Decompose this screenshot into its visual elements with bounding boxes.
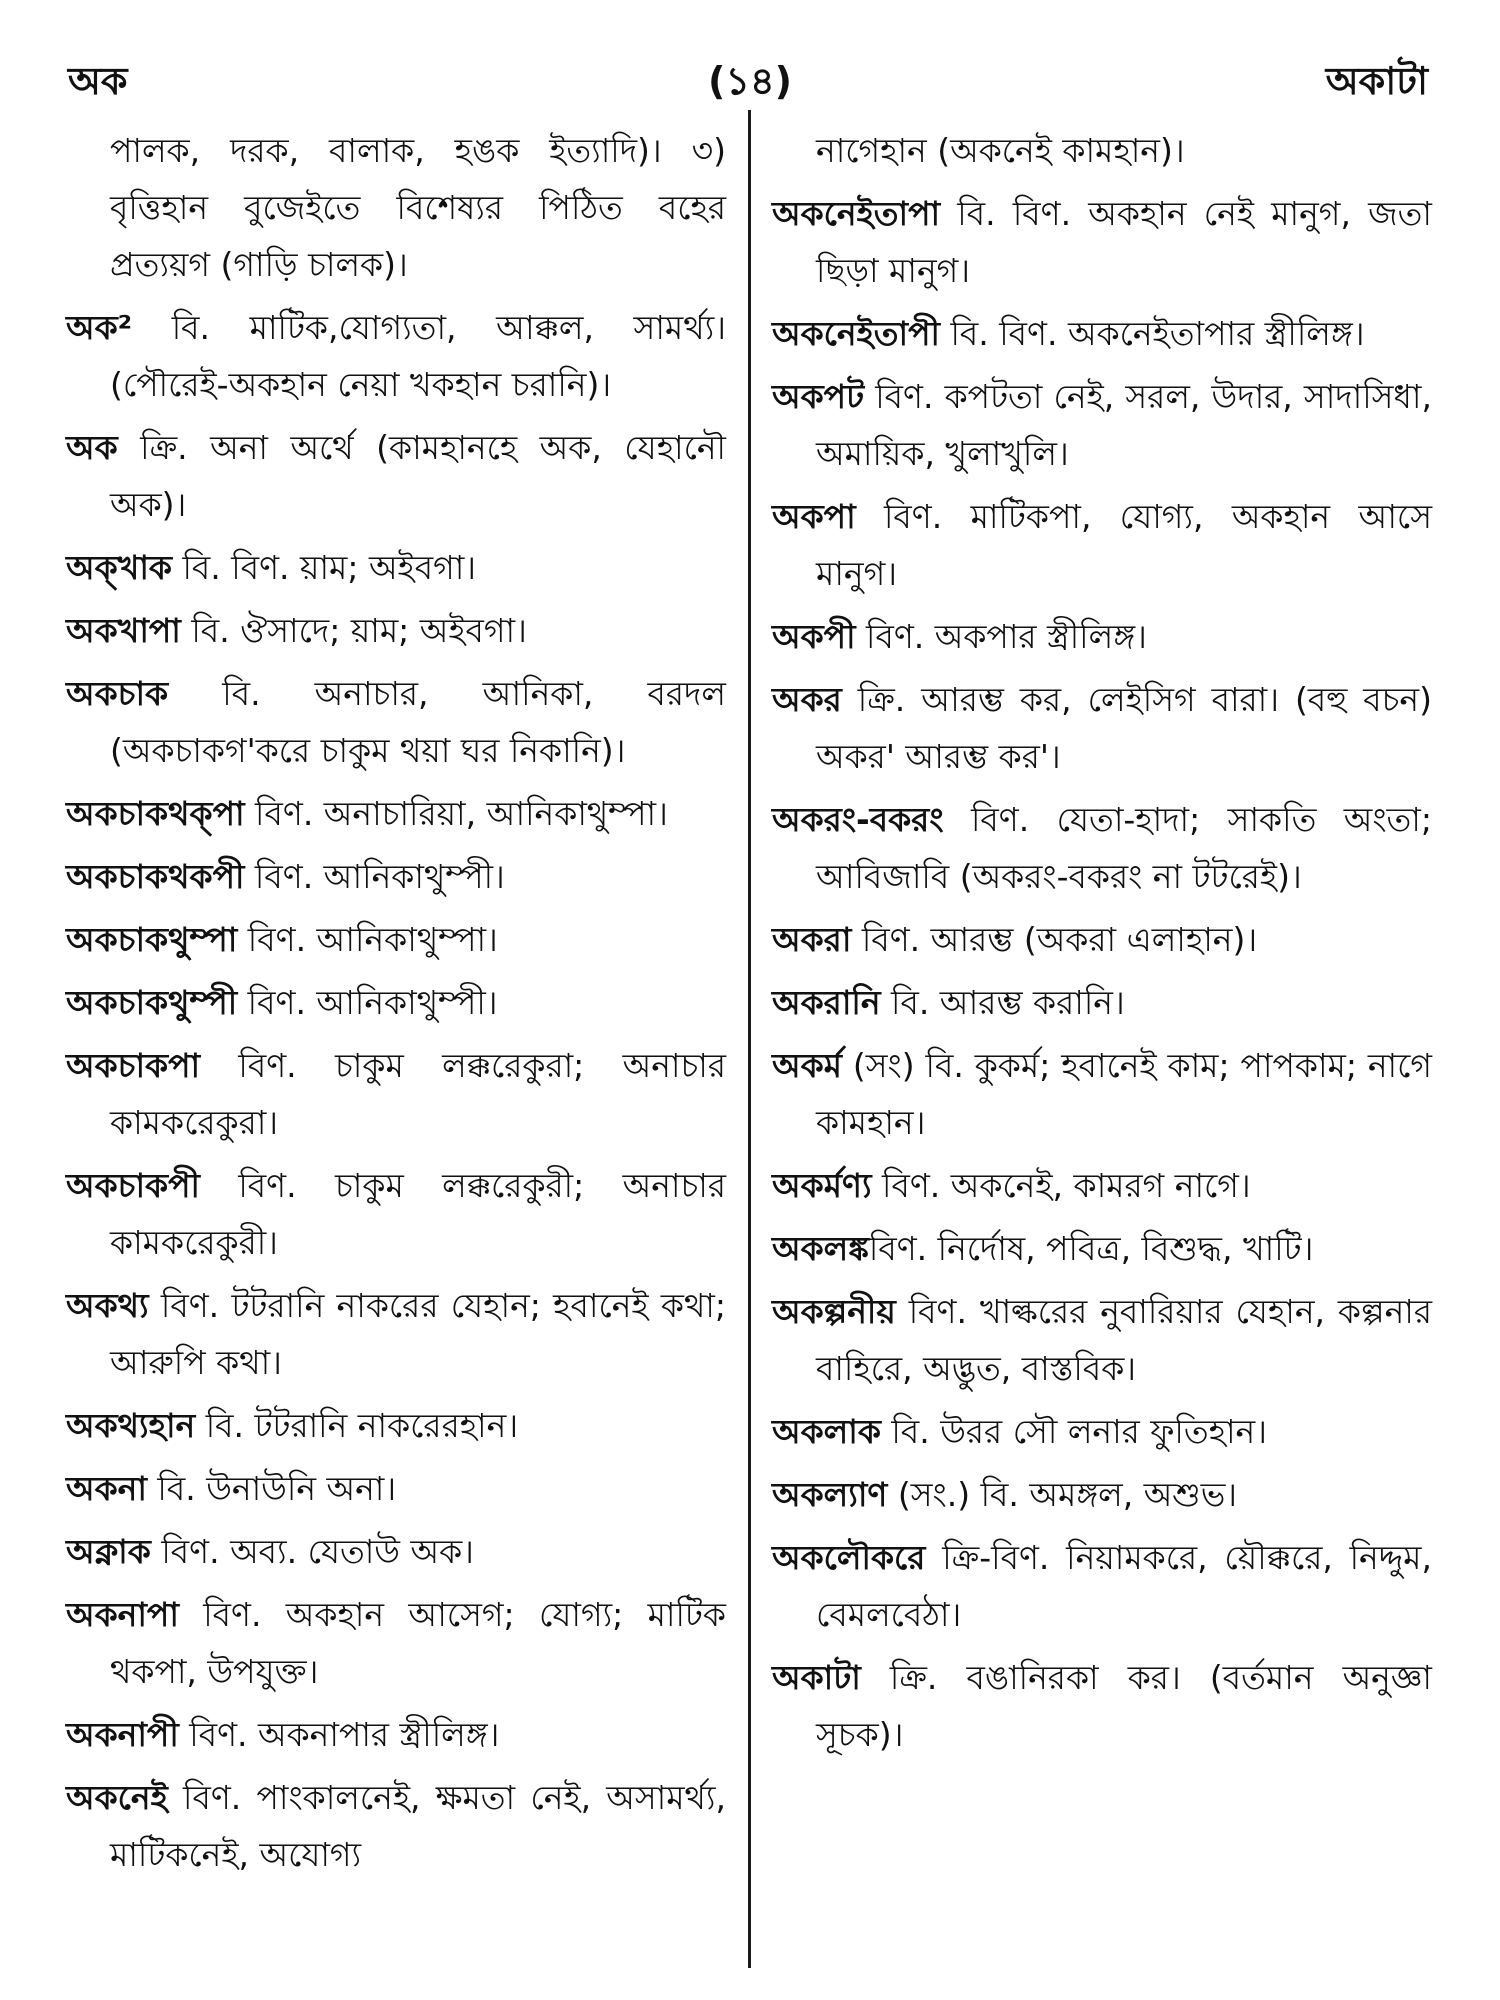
- entry-headword: অক্খাক: [66, 548, 172, 587]
- entry-definition: বি. টটরানি নাকরেরহান।: [195, 1406, 519, 1445]
- dictionary-entry: [772, 1037, 1432, 1151]
- entry-definition: বিণ. চাকুম লক্করেকুরী; অনাচার কামকরেকুরী।: [110, 1166, 726, 1262]
- dictionary-entry: [772, 911, 1432, 968]
- entry-headword: অক্নাক: [66, 1532, 151, 1571]
- entry-definition: ক্রি. বঙানিরকা কর। (বর্তমান অনুজ্ঞা সূচক)।: [816, 1658, 1432, 1754]
- entry-headword: অকলঙ্ক: [772, 1229, 869, 1268]
- entry-definition: বিণ. পাংকালনেই, ক্ষমতা নেই, অসামর্থ্য, মাটিকনেই, অযোগ্য: [110, 1778, 726, 1874]
- dictionary-entry: [772, 671, 1432, 785]
- entry-definition: নাগেহান (অকনেই কামহান)।: [816, 131, 1185, 170]
- entry-headword: অক: [66, 428, 118, 467]
- entry-headword: অকলৌকরে: [772, 1538, 926, 1577]
- dictionary-entry: [66, 848, 726, 905]
- entry-definition: বি. আরম্ভ করানি।: [880, 983, 1125, 1022]
- dictionary-entry: [772, 1466, 1432, 1523]
- entry-definition: বিণ. অব্য. যেতাউ অক।: [150, 1532, 474, 1571]
- dictionary-entry: [66, 1523, 726, 1580]
- dictionary-entry: [66, 122, 726, 293]
- page-header: [0, 52, 1500, 112]
- dictionary-entry: [66, 539, 726, 596]
- dictionary-entry: [772, 1649, 1432, 1763]
- header-last-word: অকাটা: [1325, 59, 1428, 103]
- dictionary-entry: [772, 185, 1432, 299]
- dictionary-entry: [772, 488, 1432, 602]
- dictionary-entry: [66, 1706, 726, 1763]
- dictionary-entry: [772, 305, 1432, 362]
- dictionary-entry: [66, 974, 726, 1031]
- entry-definition: পালক, দরক, বালাক, হঙক ইত্যাদি)। ৩) বৃত্তিহান বুজেইতে বিশেষ্যর পিঠিত বহের প্রত্যয়গ (গাড়ি চালক)।: [110, 131, 726, 284]
- dictionary-entry: [772, 122, 1432, 179]
- dictionary-entry: [66, 911, 726, 968]
- entry-headword: অকপী: [772, 617, 856, 656]
- dictionary-entry: [772, 608, 1432, 665]
- entry-headword: অকথ্যহান: [66, 1406, 196, 1445]
- entry-headword: অকথ্য: [66, 1286, 149, 1325]
- dictionary-entry: [772, 974, 1432, 1031]
- page-number: (১৪): [707, 59, 793, 103]
- entry-definition: বিণ. আনিকাথুম্পী।: [237, 983, 498, 1022]
- entry-definition: বি. বিণ. অকনেইতাপার স্ত্রীলিঙ্গ।: [939, 314, 1365, 353]
- entry-definition: বিণ. অকহান আসেগ; যোগ্য; মাটিক থকপা, উপযুক্ত।: [110, 1595, 726, 1691]
- dictionary-entry: [772, 1529, 1432, 1643]
- entry-definition: ক্রি-বিণ. নিয়ামকরে, য়ৌক্করে, নিদ্দুম, বেমলবেঠা।: [816, 1538, 1432, 1634]
- entry-headword: অকনেইতাপা: [772, 194, 941, 233]
- right-column: [772, 122, 1432, 1769]
- entry-definition: বিণ. চাকুম লক্করেকুরা; অনাচার কামকরেকুরা।: [110, 1046, 726, 1142]
- entry-definition: (সং) বি. কুকর্ম; হবানেই কাম; পাপকাম; নাগে কামহান।: [816, 1046, 1432, 1142]
- entry-definition: বি. উনাউনি অনা।: [146, 1469, 397, 1508]
- column-divider: [748, 110, 751, 1968]
- dictionary-entry: [66, 299, 726, 413]
- entry-headword: অকচাক: [66, 674, 169, 713]
- entry-headword: অকর্ম: [772, 1046, 842, 1085]
- entry-headword: অকনাপা: [66, 1595, 179, 1634]
- entry-definition: বি. বিণ. য়াম; অইবগা।: [172, 548, 477, 587]
- entry-definition: বিণ. অকনাপার স্ত্রীলিঙ্গ।: [178, 1715, 500, 1754]
- dictionary-entry: [772, 1403, 1432, 1460]
- entry-definition: (সং.) বি. অমঙ্গল, অশুভ।: [887, 1475, 1238, 1514]
- entry-headword: অকপট: [772, 377, 865, 416]
- entry-definition: বি. অনাচার, আনিকা, বরদল (অকচাকগ'করে চাকুম থয়া ঘর নিকানি)।: [110, 674, 726, 770]
- entry-headword: অকর্মণ্য: [772, 1166, 872, 1205]
- entry-definition: বি. বিণ. অকহান নেই মানুগ, জতা ছিড়া মানুগ।: [816, 194, 1432, 290]
- entry-headword: অকনেইতাপী: [772, 314, 940, 353]
- entry-headword: অকচাকথকপী: [66, 857, 245, 896]
- dictionary-entry: [66, 1769, 726, 1883]
- entry-headword: অকল্পনীয়: [772, 1292, 896, 1331]
- dictionary-entry: [66, 419, 726, 533]
- dictionary-entry: [772, 1220, 1432, 1277]
- entry-definition: বিণ. নির্দোষ, পবিত্র, বিশুদ্ধ, খাটি।: [868, 1229, 1314, 1268]
- entry-definition: বিণ. টটরানি নাকরের যেহান; হবানেই কথা; আরুপি কথা।: [110, 1286, 726, 1382]
- dictionary-entry: [772, 1283, 1432, 1397]
- entry-headword: অকচাকথুম্পা: [66, 920, 238, 959]
- entry-headword: অকনাপী: [66, 1715, 179, 1754]
- dictionary-entry: [66, 1157, 726, 1271]
- entry-definition: বি. ঔসাদে; য়াম; অইবগা।: [180, 611, 527, 650]
- dictionary-entry: [772, 368, 1432, 482]
- entry-headword: অকর: [772, 680, 842, 719]
- entry-definition: ক্রি. অনা অর্থে (কামহানহে অক, যেহানৌ অক)।: [110, 428, 726, 524]
- entry-headword: অকাটা: [772, 1658, 861, 1697]
- entry-headword: অকনেই: [66, 1778, 168, 1817]
- dictionary-entry: [66, 1277, 726, 1391]
- dictionary-entry: [66, 1397, 726, 1454]
- entry-definition: বিণ. অকপার স্ত্রীলিঙ্গ।: [855, 617, 1147, 656]
- dictionary-entry: [66, 665, 726, 779]
- dictionary-entry: [66, 1586, 726, 1700]
- entry-definition: বি. মাটিক,যোগ্যতা, আক্কল, সামর্থ্য। (পৌরেই-অকহান নেয়া খকহান চরানি)।: [110, 308, 726, 404]
- header-first-word: অক: [68, 59, 128, 103]
- entry-headword: অক²: [66, 308, 133, 347]
- entry-headword: অকখাপা: [66, 611, 181, 650]
- entry-headword: অকনা: [66, 1469, 147, 1508]
- entry-definition: বিণ. আরম্ভ (অকরা এলাহান)।: [851, 920, 1258, 959]
- entry-definition: ক্রি. আরম্ভ কর, লেইসিগ বারা। (বহু বচন) অকর' আরম্ভ কর'।: [816, 680, 1432, 776]
- entry-headword: অকচাকপী: [66, 1166, 200, 1205]
- entry-definition: বিণ. আনিকাথুম্পা।: [237, 920, 498, 959]
- entry-headword: অকচাকথুম্পী: [66, 983, 238, 1022]
- entry-definition: বিণ. অকনেই, কামরগ নাগে।: [871, 1166, 1251, 1205]
- left-column: [66, 122, 726, 1889]
- dictionary-entry: [66, 1460, 726, 1517]
- entry-definition: বিণ. খাল্করের নুবারিয়ার যেহান, কল্পনার বাহিরে, অদ্ভুত, বাস্তবিক।: [816, 1292, 1432, 1388]
- dictionary-entry: [772, 1157, 1432, 1214]
- dictionary-entry: [66, 602, 726, 659]
- entry-headword: অকচাকথক্পা: [66, 794, 245, 833]
- entry-headword: অকচাকপা: [66, 1046, 201, 1085]
- entry-headword: অকলাক: [772, 1412, 881, 1451]
- entry-definition: বিণ. কপটতা নেই, সরল, উদার, সাদাসিধা, অমায়িক, খুলাখুলি।: [816, 377, 1432, 473]
- entry-headword: অকরং-বকরং: [772, 800, 944, 839]
- entry-headword: অকল্যাণ: [772, 1475, 888, 1514]
- entry-definition: বিণ. যেতা-হাদা; সাকতি অংতা; আবিজাবি (অকরং-বকরং না টটরেই)।: [816, 800, 1432, 896]
- entry-definition: বিণ. অনাচারিয়া, আনিকাথুম্পা।: [244, 794, 668, 833]
- dictionary-entry: [66, 785, 726, 842]
- entry-headword: অকপা: [772, 497, 856, 536]
- dictionary-entry: [66, 1037, 726, 1151]
- entry-headword: অকরা: [772, 920, 852, 959]
- dictionary-entry: [772, 791, 1432, 905]
- entry-definition: বি. উরর সৌ লনার ফুতিহান।: [880, 1412, 1268, 1451]
- entry-definition: বিণ. আনিকাথুম্পী।: [244, 857, 505, 896]
- entry-definition: বিণ. মাটিকপা, যোগ্য, অকহান আসে মানুগ।: [816, 497, 1432, 593]
- entry-headword: অকরানি: [772, 983, 881, 1022]
